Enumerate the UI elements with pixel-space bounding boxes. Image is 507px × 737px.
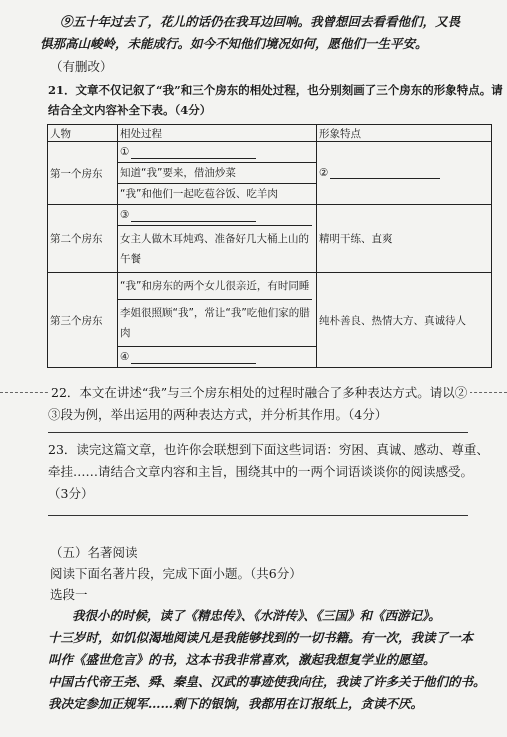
table-row <box>48 142 492 205</box>
answer-line-22[interactable] <box>48 432 468 433</box>
table-cell-person: 第三个房东 <box>48 273 118 368</box>
table-header-process: 相处过程 <box>118 125 317 142</box>
table-cell-process: 李姐很照顾“我”，常让“我”吃他们家的腊肉 <box>118 299 312 346</box>
question-21-line2: 结合全文内容补全下表。（4分） <box>48 103 212 117</box>
excerpt-line-5: 我决定参加正规军……剩下的银饷，我都用在订报纸上，贪读不厌。 <box>48 696 424 711</box>
table-cell-process: 知道“我”要来，借油炒菜 <box>118 162 316 183</box>
table-cell-trait: 精明干练、直爽 <box>317 205 492 273</box>
table-row <box>48 273 492 368</box>
table-cell-person: 第二个房东 <box>48 205 118 273</box>
question-21-line1: 21．文章不仅记叙了“我”和三个房东的相处过程，也分别刻画了三个房东的形象特点。请 <box>48 83 503 97</box>
table-cell-process: 女主人做木耳炖鸡、准备好几大桶上山的午餐 <box>118 225 312 272</box>
table-cell-trait: 纯朴善良、热情大方、真诚待人 <box>317 273 492 368</box>
passage-para9-line1: ⑨五十年过去了，花儿的话仍在我耳边回响。我曾想回去看看他们，又畏 <box>60 14 461 29</box>
table-cell-process: “我”和房东的两个女儿很亲近，有时同睡 <box>120 280 310 292</box>
question-22-line2: ③段为例，举出运用的两种表达方式，并分析其作用。（4分） <box>48 407 388 422</box>
table-header-trait: 形象特点 <box>317 125 492 142</box>
answer-line-23[interactable] <box>48 515 468 516</box>
excerpt-line-3: 叫作《盛世危言》的书，这本书我非常喜欢，激起我想复学业的愿望。 <box>48 652 436 667</box>
section5-excerpt-label: 选段一 <box>50 587 88 602</box>
passage-note: （有删改） <box>50 59 113 74</box>
table-row <box>48 205 492 273</box>
question-23-line2: 牵挂……请结合文章内容和主旨，围绕其中的一两个词语谈谈你的阅读感受。 <box>48 464 474 479</box>
section5-instruction: 阅读下面名著片段，完成下面小题。（共6分） <box>50 566 302 581</box>
answer-table <box>47 124 492 368</box>
table-blank-4[interactable]: ④ <box>118 346 316 367</box>
question-22-line1: 22．本文在讲述“我”与三个房东相处的过程时融合了多种表达方式。请以② <box>48 383 470 401</box>
table-blank-2[interactable]: ② <box>317 142 492 205</box>
excerpt-line-1: 我很小的时候，读了《精忠传》、《水浒传》、《三国》和《西游记》。 <box>72 608 441 623</box>
table-cell-process: “我”和他们一起吃苞谷饭、吃羊肉 <box>118 183 316 204</box>
table-header-person: 人物 <box>48 125 118 142</box>
section5-title: （五）名著阅读 <box>50 545 138 560</box>
question-23-line3: （3分） <box>48 486 94 501</box>
question-23-line1: 23．读完这篇文章，也许你会联想到下面这些词语：穷困、真诚、感动、尊重、 <box>48 442 489 457</box>
table-cell-person: 第一个房东 <box>48 142 118 205</box>
excerpt-line-4: 中国古代帝王尧、舜、秦皇、汉武的事迹使我向往，我读了许多关于他们的书。 <box>48 674 486 689</box>
excerpt-line-2: 十三岁时，如饥似渴地阅读凡是我能够找到的一切书籍。有一次，我读了一本 <box>48 630 474 645</box>
table-blank-1[interactable]: ① <box>118 142 316 162</box>
passage-para9-line2: 惧那高山峻岭，未能成行。如今不知他们境况如何，愿他们一生平安。 <box>40 36 428 51</box>
table-blank-3[interactable]: ③ <box>118 205 316 225</box>
